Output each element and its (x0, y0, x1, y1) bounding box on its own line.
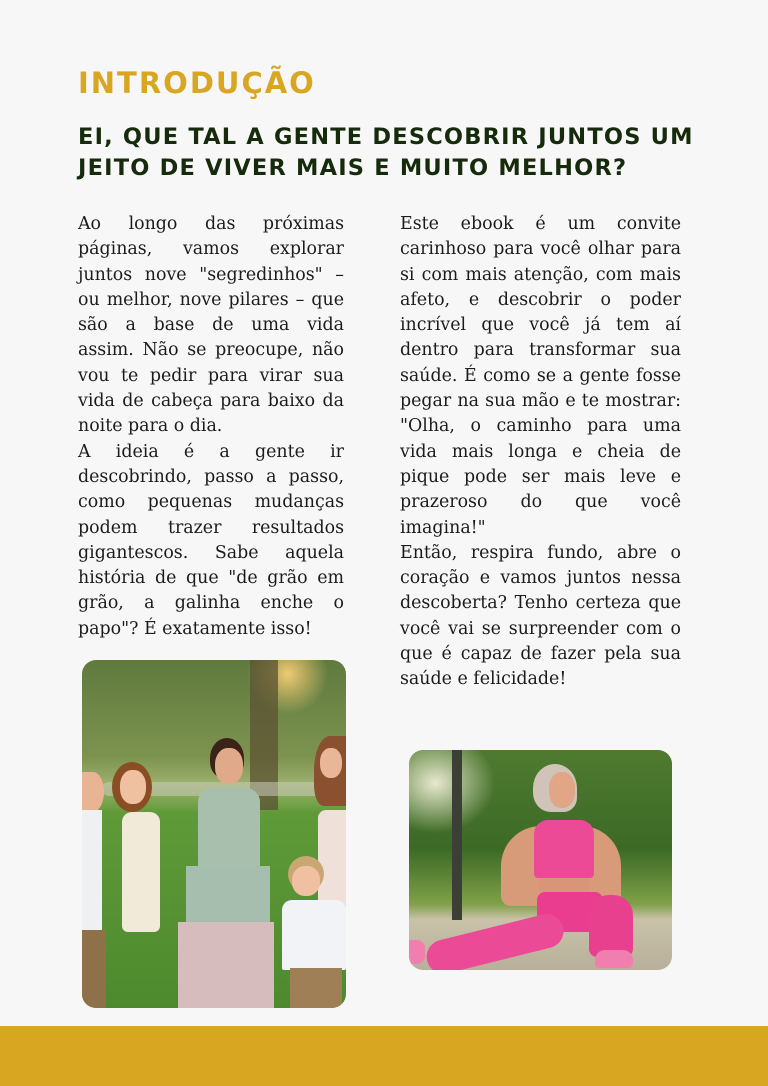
footer-accent-bar (0, 1026, 768, 1086)
paragraph: Ao longo das próximas páginas, vamos explorar juntos nove "segredinhos" – ou melhor, nove pilares – que são a base de uma vida assim. Não se preocupe, não vou te pedir para virar sua vida de cabeça para baixo da noite para o dia. (78, 214, 344, 437)
fitness-photo (409, 750, 672, 970)
paragraph: Este ebook é um convite carinhoso para você olhar para si com mais atenção, com mais afeto, e descobrir o poder incrível que você já tem aí dentro para transformar sua saúde. É como se a gente fosse pegar na sua mão e te mostrar: "Olha, o caminho para uma vida mais longa e cheia de pique pode ser mais leve e prazeroso do que você imagina!" (400, 214, 681, 538)
paragraph: A ideia é a gente ir descobrindo, passo a passo, como pequenas mudanças podem trazer resultados gigantescos. Sabe aquela história de que "de grão em grão, a galinha enche o papo"? É exatamente isso! (78, 441, 344, 639)
right-text-column (400, 212, 681, 693)
family-photo (82, 660, 346, 1008)
page-headline: EI, QUE TAL A GENTE DESCOBRIR JUNTOS UM JEITO DE VIVER MAIS E MUITO MELHOR? (78, 124, 694, 181)
section-label: INTRODUÇÃO (78, 66, 316, 100)
paragraph: Então, respira fundo, abre o coração e vamos juntos nessa descoberta? Tenho certeza que você vai se surpreender com o que é capaz de fazer pela sua saúde e felicidade! (400, 542, 681, 690)
left-text-column (78, 212, 344, 642)
